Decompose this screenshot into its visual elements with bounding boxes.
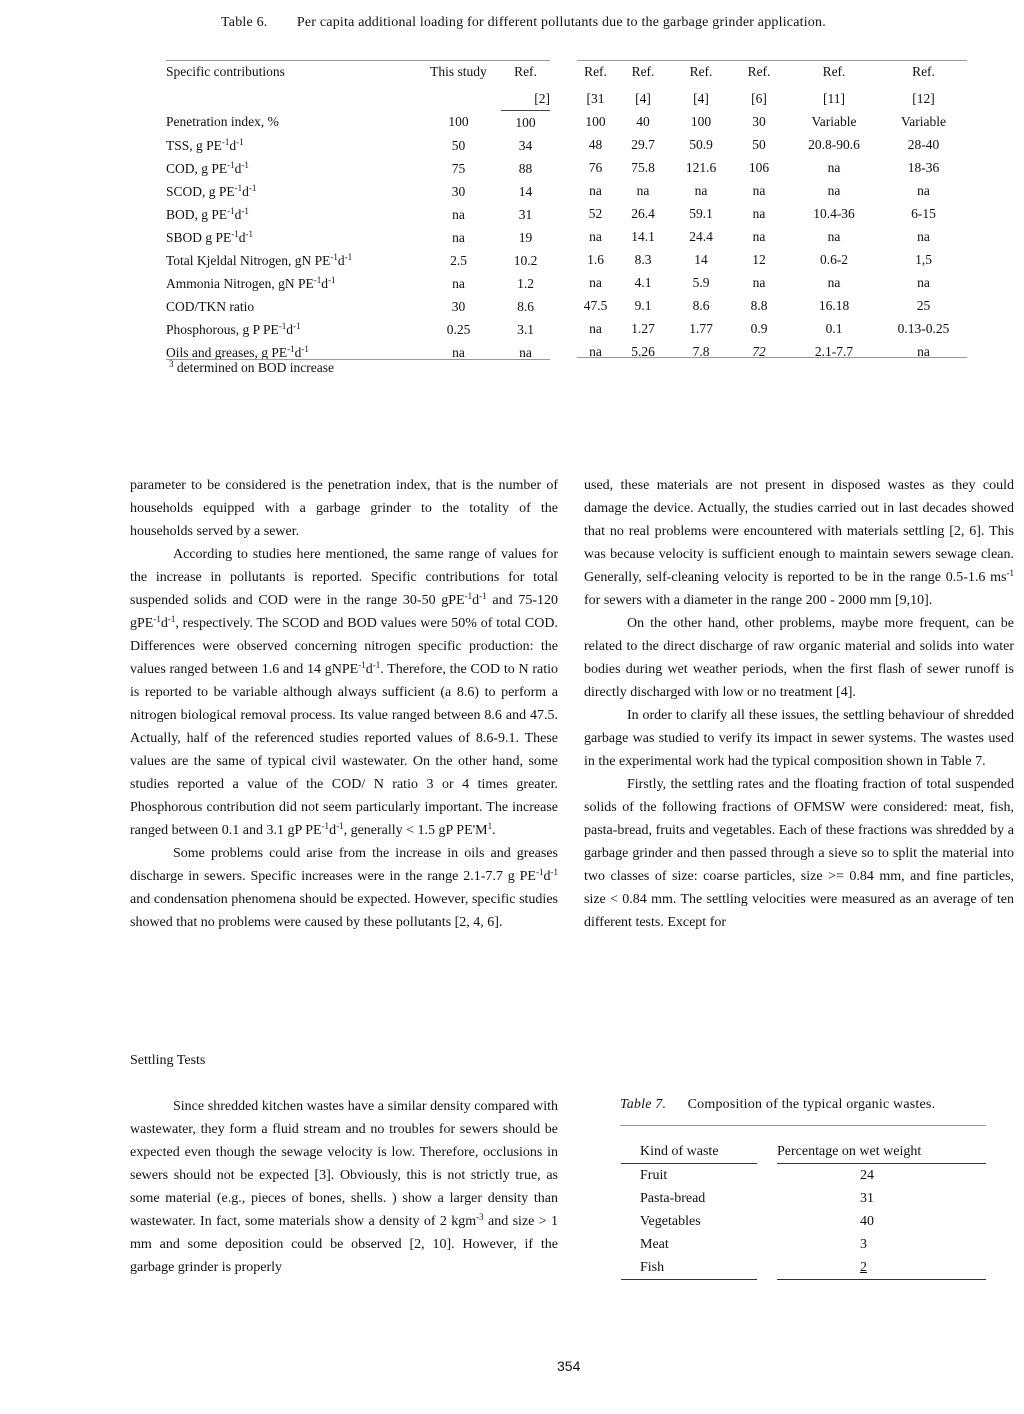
- table-row: [166, 157, 550, 180]
- cell-ref-5: 10.4-36: [813, 205, 855, 221]
- table-row: [166, 111, 550, 135]
- table7-head-pct: Percentage on wet weight: [777, 1140, 986, 1164]
- cell-ref2: na: [519, 344, 532, 360]
- table-row: [166, 318, 550, 341]
- exponent: -1: [344, 251, 353, 262]
- cell-ref-5: na: [827, 182, 841, 198]
- exponent: -1: [313, 274, 322, 285]
- left-paragraph-3: Some problems could arise from the increase in oils and greases discharge in sewers. Specific increases were in the range 2.1-7.7 g $PE^{-1}d^{-1}$ and condensation phenomena should be expected. However, specific studies showed that no problems were caused by these pollutants [2, 4, 6].: [130, 846, 558, 930]
- row-label: Oils and greases, g $PE^{-1}d^{-1}$: [166, 343, 309, 360]
- cell-this-study: 30: [451, 183, 466, 199]
- table7-pct-value: 31: [860, 1190, 874, 1206]
- table7-kind: Vegetables: [640, 1213, 701, 1229]
- row-label: Penetration index, %: [166, 114, 279, 130]
- table-row: [166, 249, 550, 272]
- cell-ref-1: na: [589, 182, 602, 198]
- exponent: -1: [328, 274, 336, 285]
- table7-pct: [777, 1256, 986, 1280]
- table-row: [577, 271, 967, 294]
- cell-ref-1: na: [589, 228, 602, 244]
- table6-right-bottom-rule: [577, 357, 967, 358]
- right-paragraph-3: In order to clarify all these issues, the settling behaviour of shredded garbage was studied to verify its impact in sewer systems. The wastes used in the experimental work had the typical composition shown in Table 7.: [584, 708, 1014, 769]
- cell-ref-4: 50: [752, 136, 766, 152]
- col-header-ref-num-6: [12]: [912, 90, 935, 106]
- cell-ref2: 88: [518, 160, 533, 176]
- right-paragraph-4: Firstly, the settling rates and the floating fraction of total suspended solids of the following fractions of OFMSW were considered: meat, fish, pasta-bread, fruits and vegetables. Each of these fractions was shredded by a garbage grinder and then passed through a sieve so to split the material into two classes of size: coarse particles, size >= 0.84 mm, and fine particles, size < 0.84 mm. The settling velocities were measured as an average of ten different tests. Except for: [584, 777, 1014, 930]
- exponent: -1: [248, 182, 257, 193]
- table7-caption-text: Composition of the typical organic wastes.: [687, 1097, 936, 1112]
- cell-ref-5: Variable: [811, 113, 857, 129]
- exponent: -1: [231, 228, 239, 239]
- table-row: [621, 1233, 986, 1256]
- table7-pct-value: 40: [860, 1213, 874, 1229]
- row-label: Total Kjeldal Nitrogen, gN $PE^{-1}d^{-1}$: [166, 251, 353, 268]
- cell-this-study: 75: [451, 160, 466, 176]
- col-header-ref-num-5: [11]: [823, 90, 845, 106]
- cell-ref-1: 48: [588, 136, 603, 152]
- cell-ref-3: 5.9: [692, 274, 710, 290]
- cell-ref-2: 4.1: [634, 274, 652, 290]
- cell-ref-3: 7.8: [692, 343, 710, 359]
- cell-ref-3: na: [694, 182, 708, 198]
- table6-right: [577, 60, 967, 363]
- table-row: [577, 110, 967, 133]
- cell-ref-6: 0.13-0.25: [897, 320, 950, 336]
- table-row: [577, 340, 967, 363]
- table6-left-header-sub: [166, 87, 550, 111]
- cell-ref-5: 0.6-2: [819, 251, 849, 267]
- table-row: [621, 1187, 986, 1210]
- col-header-ref-3: Ref.: [689, 64, 713, 79]
- cell-ref-4: 12: [752, 251, 766, 267]
- table-row: [577, 248, 967, 271]
- row-label: Phosphorous, g P $PE^{-1}d^{-1}$: [166, 320, 301, 337]
- cell-ref-6: 25: [916, 297, 931, 313]
- table6-caption: [221, 15, 826, 31]
- cell-ref-2: 1.27: [631, 320, 655, 336]
- cell-ref-1: 52: [588, 205, 603, 221]
- col-header-ref-4: Ref.: [747, 64, 771, 79]
- cell-this-study: na: [452, 344, 465, 360]
- table-row: [166, 180, 550, 203]
- row-label: SCOD, g $PE^{-1}d^{-1}$: [166, 182, 257, 199]
- table7-pct: [777, 1164, 986, 1188]
- left-paragraph-1: parameter to be considered is the penetration index, that is the number of households equipped with a garbage grinder to the totality of the households served by a sewer.: [130, 478, 558, 539]
- table7-top-rule: [620, 1125, 986, 1126]
- col-header-ref-1: Ref.: [584, 64, 607, 79]
- cell-ref-6: na: [917, 228, 930, 244]
- right-paragraph-1: used, these materials are not present in disposed wastes as they could damage the device. Actually, the studies carried out in last decades showed that no real problems were encountered with materials settling [2, 6]. This was because velocity is sufficient enough to maintain sewers sewage clean. Generally, self-cleaning velocity is reported to be in the range 0.5-1.6 $ms^{-1}$ for sewers with a diameter in the range 200 - 2000 mm [9,10].: [584, 478, 1014, 608]
- cell-ref-5: na: [827, 159, 841, 175]
- cell-ref-3: 100: [690, 113, 712, 129]
- table6-left: [166, 60, 550, 364]
- cell-ref-4: na: [752, 228, 766, 244]
- table7-pct-value: 3: [860, 1236, 867, 1252]
- cell-ref-3: 59.1: [689, 205, 713, 221]
- cell-ref-6: 6-15: [911, 205, 936, 221]
- table-row: [621, 1164, 986, 1188]
- table-row: [166, 272, 550, 295]
- table6-right-header: [577, 61, 967, 88]
- col-header-this-study: This study: [430, 64, 487, 79]
- cell-ref-2: 8.3: [634, 251, 652, 267]
- table-row: [577, 317, 967, 340]
- cell-ref-6: 18-36: [907, 159, 940, 175]
- cell-ref-1: 47.5: [583, 297, 608, 313]
- table6-footnote: [169, 360, 334, 376]
- table-row: [621, 1210, 986, 1233]
- col-header-ref-num-4: [6]: [751, 90, 767, 106]
- table-row: [577, 202, 967, 225]
- cell-ref-3: 24.4: [689, 228, 713, 244]
- cell-ref2: 3.1: [517, 321, 534, 337]
- col-header-ref2-num: [2]: [501, 87, 550, 111]
- cell-ref2: 10.2: [513, 252, 538, 268]
- col-header-ref-6: Ref.: [912, 64, 935, 79]
- table7-gap: [757, 1210, 777, 1233]
- cell-ref2: 19: [518, 229, 533, 245]
- cell-ref-5: 20.8-90.6: [808, 136, 860, 152]
- table6-caption-text: Per capita additional loading for different pollutants due to the garbage grinder application.: [296, 15, 826, 30]
- left-column-lower: [130, 1095, 558, 1279]
- footnote-mark: 3: [169, 359, 174, 369]
- table7-pct-value: 24: [860, 1167, 874, 1183]
- right-paragraph-2: On the other hand, other problems, maybe more frequent, can be related to the direct discharge of raw organic material and solids into water bodies during wet weather periods, when the first flash of sewer runoff is directly discharged with low or no treatment [4].: [584, 616, 1014, 700]
- table7-kind: Meat: [640, 1236, 669, 1252]
- table-row: [577, 294, 967, 317]
- col-header-ref-num-1: [31: [586, 90, 605, 106]
- cell-ref-6: 28-40: [907, 136, 940, 152]
- cell-ref-2: 5.26: [631, 343, 655, 359]
- table7-pct: [777, 1233, 986, 1256]
- cell-this-study: na: [452, 206, 465, 222]
- left-column: [130, 474, 558, 934]
- cell-ref-6: na: [917, 182, 930, 198]
- cell-ref-3: 50.9: [689, 136, 713, 152]
- page-number: 354: [557, 1358, 581, 1374]
- table6-right-header-sub: [577, 87, 967, 110]
- cell-ref-5: na: [827, 274, 841, 290]
- table7-gap: [757, 1233, 777, 1256]
- exponent: -1: [227, 205, 235, 216]
- row-label: TSS, g $PE^{-1}d^{-1}$: [166, 136, 244, 153]
- cell-ref-1: na: [589, 274, 602, 290]
- table-row: [166, 203, 550, 226]
- cell-ref-2: 40: [636, 113, 650, 129]
- row-label: BOD, g $PE^{-1}d^{-1}$: [166, 205, 249, 222]
- cell-ref-5: 0.1: [825, 320, 843, 336]
- cell-ref-4: 0.9: [750, 320, 768, 336]
- cell-ref-6: 1,5: [915, 251, 932, 267]
- exponent: -1: [330, 251, 338, 262]
- cell-ref-2: 75.8: [631, 159, 655, 175]
- exponent: -1: [236, 136, 244, 147]
- col-header-ref-2: Ref.: [631, 64, 655, 79]
- row-label: Ammonia Nitrogen, gN $PE^{-1}d^{-1}$: [166, 274, 336, 291]
- table7-head-kind: Kind of waste: [621, 1140, 757, 1164]
- cell-ref-2: na: [636, 182, 650, 198]
- left-paragraph-4: Since shredded kitchen wastes have a similar density compared with wastewater, they form a fluid stream and no troubles for sewers should be expected even though the sewage velocity is low. Therefore, occlusions in sewers should not be expected [3]. Obviously, this is not strictly true, as some material (e.g., pieces of bones, shells. ) show a larger density than wastewater. In fact, some materials show a density of 2 kgm$^{-3}$ and size > 1 mm and some deposition could be observed [2, 10]. However, if the garbage grinder is properly: [130, 1099, 559, 1275]
- col-header-specific: Specific contributions: [166, 64, 285, 79]
- cell-ref-4: na: [752, 182, 766, 198]
- cell-ref2: 14: [518, 183, 533, 199]
- cell-ref-5: 2.1-7.7: [814, 343, 854, 359]
- table-row: [166, 295, 550, 318]
- table7-caption: [620, 1097, 935, 1113]
- exponent: -1: [234, 182, 243, 193]
- cell-this-study: 30: [451, 298, 466, 314]
- cell-ref-4: na: [752, 205, 766, 221]
- cell-ref-4: 30: [752, 113, 766, 129]
- cell-this-study: 0.25: [446, 321, 471, 337]
- col-header-ref-5: Ref.: [822, 64, 846, 79]
- cell-ref-2: 9.1: [634, 297, 652, 313]
- cell-ref2: 8.6: [517, 298, 534, 314]
- table7-kind: Fruit: [640, 1167, 668, 1183]
- cell-ref-4: 106: [748, 159, 770, 175]
- exponent: -1: [301, 343, 309, 354]
- cell-this-study: na: [452, 229, 465, 245]
- exponent: -1: [241, 205, 249, 216]
- cell-ref-3: 1.77: [689, 320, 713, 336]
- cell-ref-1: na: [589, 343, 602, 359]
- cell-ref-6: Variable: [901, 113, 946, 129]
- cell-ref-4: 8.8: [750, 297, 768, 313]
- exponent: -1: [221, 136, 230, 147]
- table-row: [166, 226, 550, 249]
- table7-gap: [757, 1164, 777, 1188]
- table7-kind: Pasta-bread: [640, 1190, 706, 1206]
- cell-ref-3: 121.6: [685, 159, 717, 175]
- table7-label: Table 7.: [620, 1097, 667, 1112]
- cell-this-study: 2.5: [450, 252, 467, 268]
- table7-header: [621, 1140, 986, 1164]
- col-header-ref-num-3: [4]: [693, 90, 709, 106]
- cell-ref2: 34: [518, 137, 533, 153]
- exponent: -1: [293, 320, 301, 331]
- exponent: -1: [227, 159, 235, 170]
- table7-gap: [757, 1256, 777, 1280]
- right-column: [584, 474, 1014, 934]
- cell-ref-4: na: [752, 274, 766, 290]
- row-label: SBOD g $PE^{-1}d^{-1}$: [166, 228, 254, 245]
- exponent: -1: [245, 228, 254, 239]
- col-header-ref-num-2: [4]: [635, 90, 651, 106]
- cell-ref-4: 72: [752, 343, 766, 359]
- cell-ref-6: na: [917, 343, 930, 359]
- table-row: [577, 179, 967, 202]
- table-row: [577, 225, 967, 248]
- cell-ref-1: na: [589, 320, 602, 336]
- cell-ref2: 1.2: [517, 275, 534, 291]
- left-paragraph-2: According to studies here mentioned, the same range of values for the increase in pollutants is reported. Specific contributions for total suspended solids and COD were in the range 30-50 $gPE^{-1}d^{-1}$ and 75-120 $gPE^{-1}d^{-1}$, respectively. The SCOD and BOD values were 50% of total COD. Differences were observed concerning nitrogen specific production: the values ranged between 1.6 and 14 $gNPE^{-1}d^{-1}$. Therefore, the COD to N ratio is reported to be variable although always sufficient (a 8.6) to perform a nitrogen biological removal process. Its value ranged between 8.6 and 47.5. Actually, half of the referenced studies reported values of 8.6-9.1. These values are the same of typical civil wastewater. On the other hand, some studies reported a value of the COD/ N ratio 3 or 4 times greater. Phosphorous contribution did not seem particularly important. The increase ranged between 0.1 and 3.1 gP $PE^{-1}d^{-1}$, generally < 1.5 gP $PE'M^1$.: [130, 547, 558, 838]
- row-label: COD/TKN ratio: [166, 298, 255, 314]
- cell-ref-2: 29.7: [631, 136, 655, 152]
- cell-ref2: 100: [515, 114, 536, 130]
- table7-gap: [757, 1187, 777, 1210]
- cell-this-study: na: [452, 275, 465, 291]
- cell-ref-3: 14: [694, 251, 708, 267]
- cell-ref-1: 1.6: [587, 251, 604, 267]
- footnote-text: determined on BOD increase: [176, 360, 334, 375]
- exponent: -1: [287, 343, 295, 354]
- table7-kind: Fish: [621, 1256, 757, 1280]
- table-row: [577, 156, 967, 179]
- cell-ref-1: 100: [585, 113, 606, 129]
- table-row: [577, 133, 967, 156]
- cell-ref-3: 8.6: [692, 297, 710, 313]
- table7-pct: [777, 1187, 986, 1210]
- table7-pct: [777, 1210, 986, 1233]
- table7-pct-value: 2: [860, 1259, 867, 1275]
- cell-ref2: 31: [518, 206, 533, 222]
- table-row: [166, 134, 550, 157]
- section-heading-settling-tests: Settling Tests: [130, 1053, 206, 1068]
- cell-this-study: 100: [448, 114, 469, 130]
- table6-label: Table 6.: [221, 15, 268, 30]
- row-label: COD, g $PE^{-1}d^{-1}$: [166, 159, 249, 176]
- col-header-ref2: Ref.: [514, 64, 537, 79]
- cell-ref-5: na: [827, 228, 841, 244]
- cell-ref-2: 14.1: [631, 228, 655, 244]
- table-row: [621, 1256, 986, 1280]
- exponent: -1: [278, 320, 287, 331]
- cell-ref-1: 76: [588, 159, 603, 175]
- table7: [621, 1140, 986, 1280]
- cell-ref-6: na: [917, 274, 930, 290]
- cell-ref-5: 16.18: [818, 297, 850, 313]
- cell-this-study: 50: [451, 137, 466, 153]
- exponent: -1: [241, 159, 249, 170]
- table6-left-header: [166, 61, 550, 88]
- cell-ref-2: 26.4: [631, 205, 655, 221]
